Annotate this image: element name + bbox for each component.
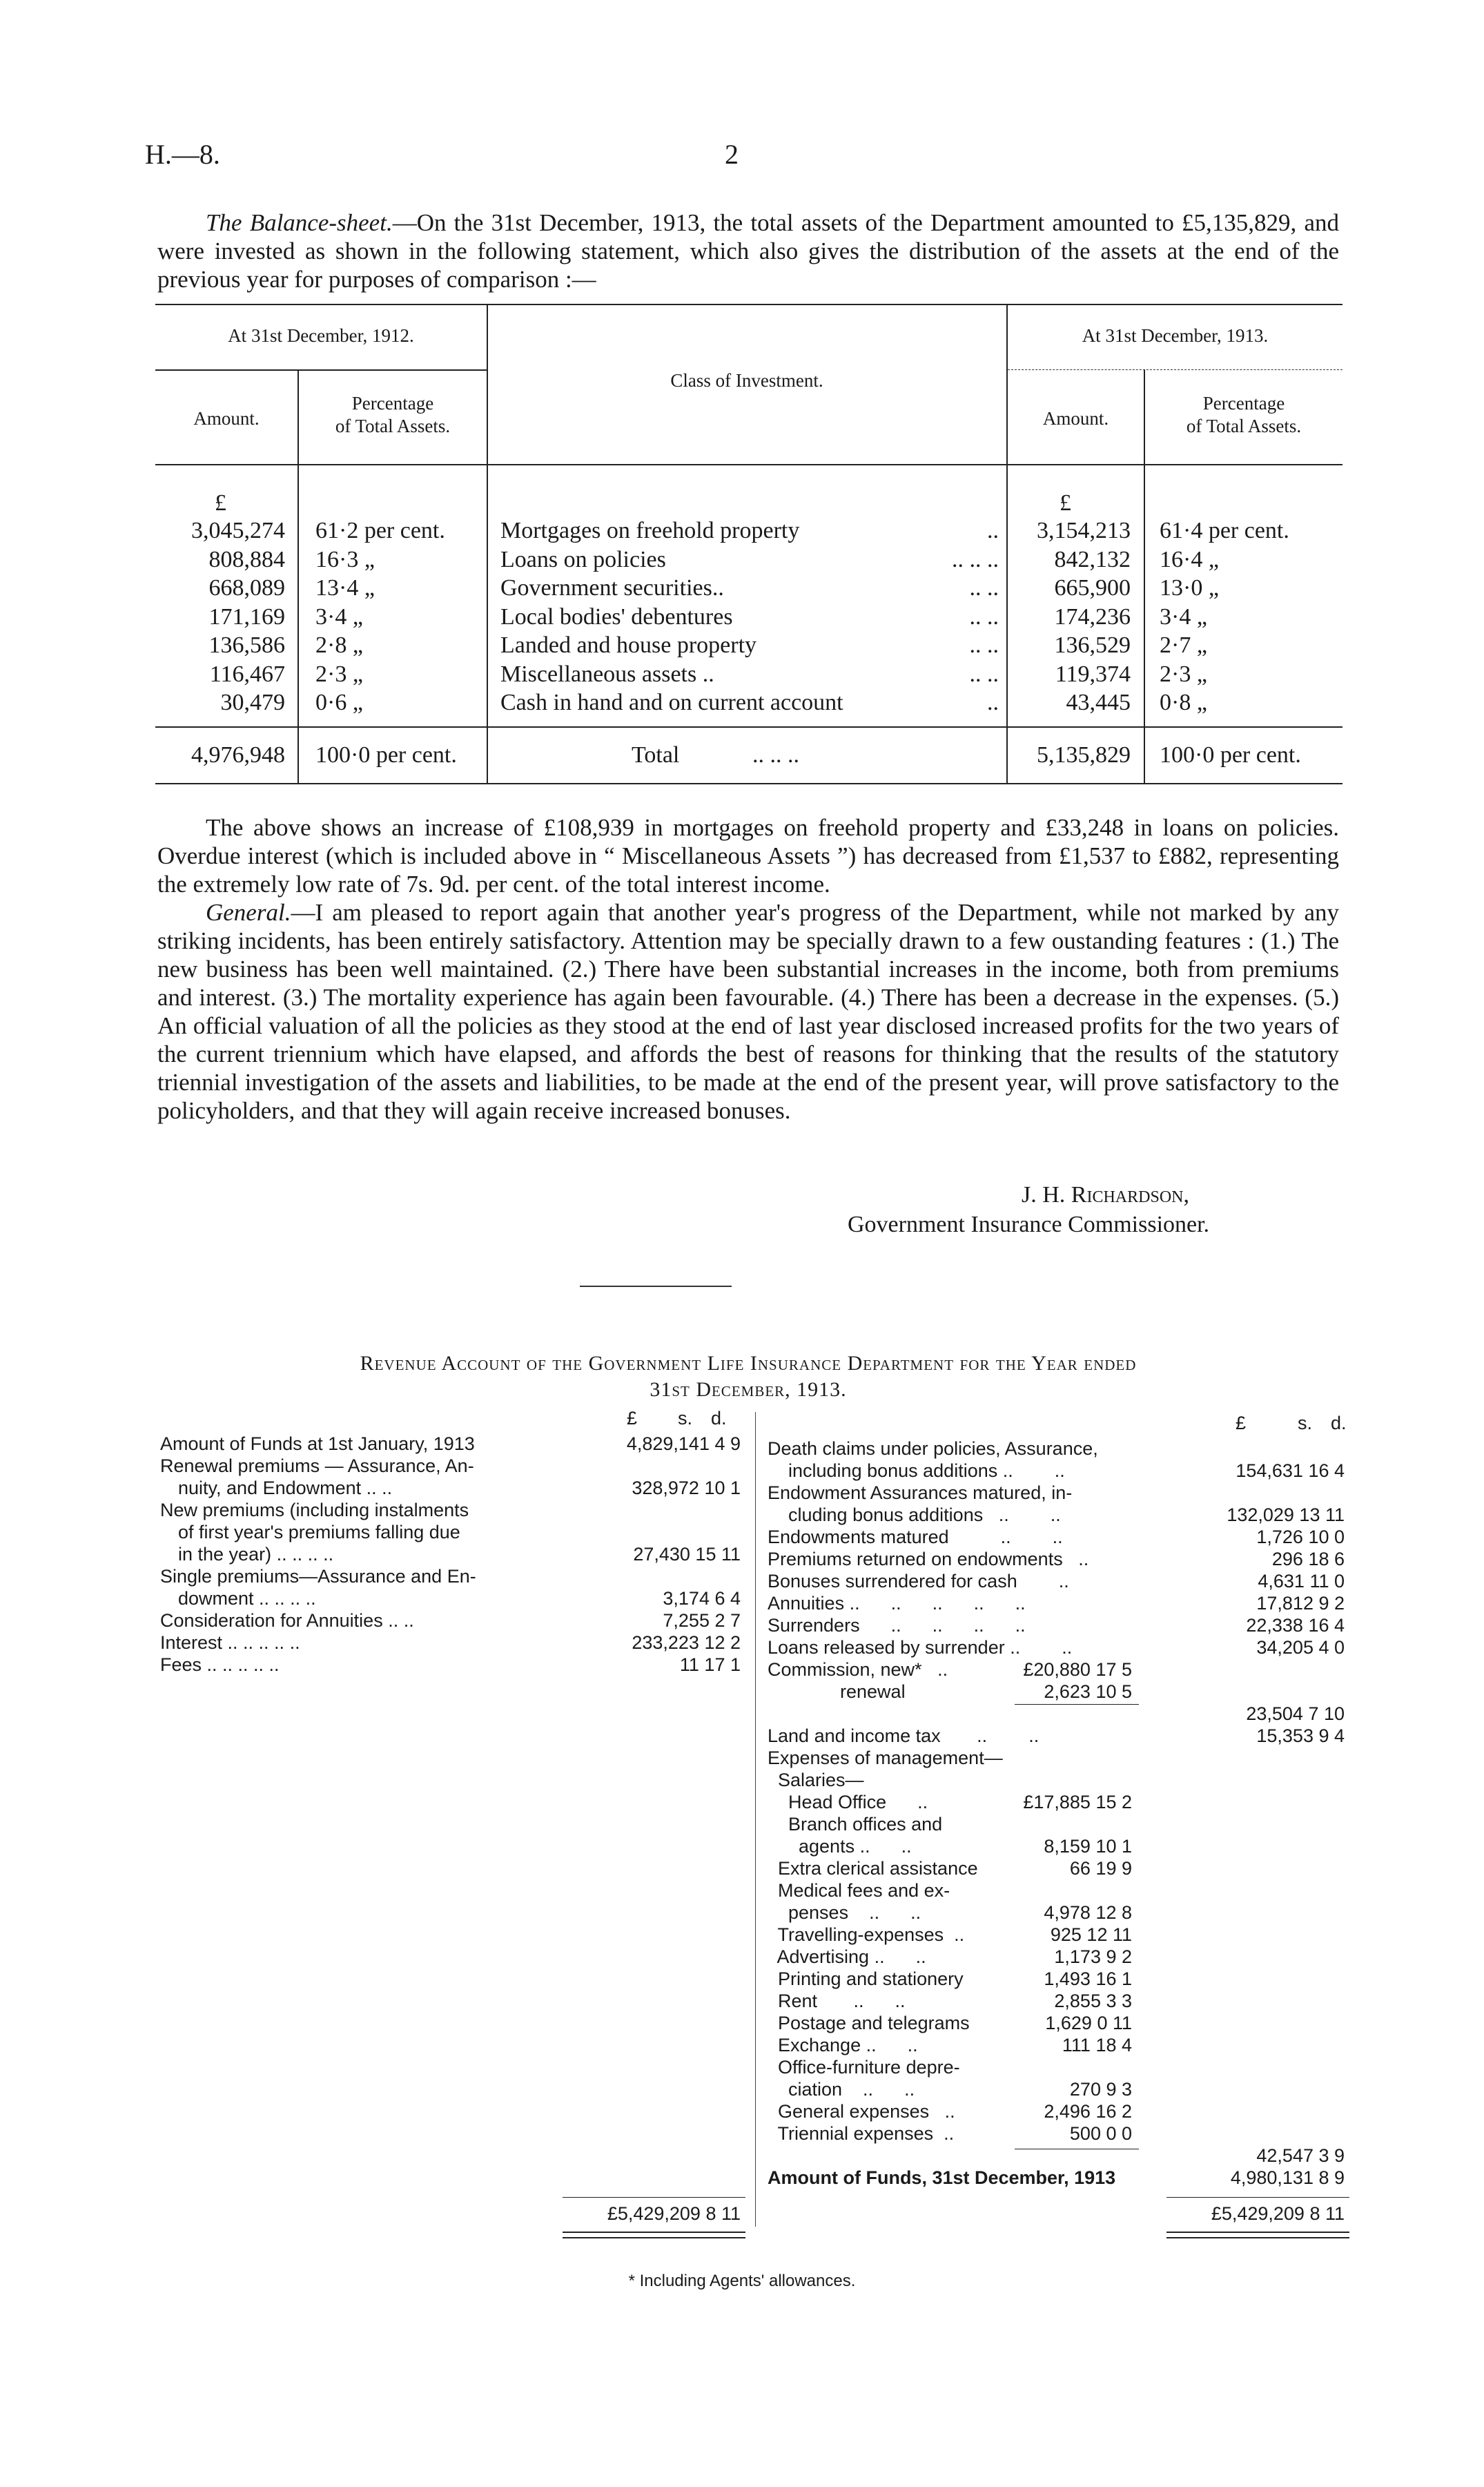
expenditure-amount: 154,631 16 4	[1236, 1460, 1345, 1481]
expenditure-label: cluding bonus additions .. ..	[768, 1504, 1061, 1525]
income-label: in the year) .. .. .. ..	[178, 1544, 334, 1565]
leader-dots: ..	[987, 690, 999, 715]
income-label: Consideration for Annuities .. ..	[160, 1610, 414, 1631]
lsd-left-shillings: s.	[678, 1408, 693, 1429]
expenditure-label: Postage and telegrams	[768, 2013, 970, 2033]
expenditure-label: agents .. ..	[768, 1836, 912, 1857]
investment-class: Mortgages on freehold property	[500, 518, 800, 543]
pct-1913: 3·4 „	[1160, 603, 1207, 630]
expenditure-label: Amount of Funds, 31st December, 1913	[768, 2167, 1116, 2188]
expenditure-amount: 296 18 6	[1271, 1549, 1345, 1569]
expenditure-label: Salaries—	[768, 1770, 864, 1790]
pct-1913: 13·0 „	[1160, 575, 1219, 601]
leader-dots: .. ..	[969, 603, 999, 630]
pct-1913: 2·3 „	[1160, 661, 1207, 687]
income-label: New premiums (including instalments	[160, 1500, 469, 1520]
revenue-title-line2: 31st December, 1913.	[650, 1378, 847, 1401]
expenditure-inner-amount: 270 9 3	[1069, 2079, 1132, 2100]
investment-class: Loans on policies	[500, 546, 666, 572]
pct-1912: 61·2 per cent.	[315, 518, 445, 543]
currency-1913: £	[1060, 490, 1071, 516]
table-rule-1913	[1008, 369, 1343, 370]
total-pct-1913: 100·0 per cent.	[1160, 742, 1301, 768]
expenditure-inner-amount: 111 18 4	[1062, 2035, 1132, 2055]
expenditure-label: Head Office ..	[768, 1792, 928, 1812]
amount-1912: 3,045,274	[191, 518, 285, 543]
expenditure-label: Printing and stationery	[768, 1968, 964, 1989]
amount-1912: 116,467	[209, 661, 285, 687]
total-pct-1912: 100·0 per cent.	[315, 742, 457, 768]
signature-title: Government Insurance Commissioner.	[848, 1212, 1210, 1237]
pct-1912: 16·3 „	[315, 546, 375, 572]
expenditure-label: Advertising .. ..	[768, 1946, 926, 1967]
expenditure-amount: 23,504 7 10	[1246, 1703, 1345, 1724]
expenditure-label: including bonus additions .. ..	[768, 1460, 1065, 1481]
total-amount-1913: 5,135,829	[1037, 742, 1131, 768]
pct-1913: 0·8 „	[1160, 690, 1207, 715]
expenditure-label: ciation .. ..	[768, 2079, 915, 2100]
expenditure-label: Travelling-expenses ..	[768, 1924, 965, 1945]
intro-paragraph	[157, 209, 1339, 293]
expenditure-label: Premiums returned on endowments ..	[768, 1549, 1089, 1569]
pct-1912: 2·3 „	[315, 661, 363, 687]
income-amount: 233,223 12 2	[632, 1632, 741, 1653]
header-pct-1912	[299, 392, 487, 438]
total-amount-1912: 4,976,948	[191, 742, 285, 768]
general-title: General.	[206, 899, 291, 926]
lsd-right-shillings: s.	[1298, 1413, 1313, 1433]
left-total-rule-bottom-2	[563, 2237, 745, 2238]
expenditure-amount: 22,338 16 4	[1246, 1615, 1345, 1636]
expenditure-amount: 4,631 11 0	[1258, 1571, 1345, 1591]
expenditure-label: Medical fees and ex-	[768, 1880, 950, 1901]
income-amount: 7,255 2 7	[663, 1610, 741, 1631]
expenditure-label: Surrenders .. .. .. ..	[768, 1615, 1026, 1636]
expenditure-amount: 17,812 9 2	[1256, 1593, 1345, 1614]
expenditure-inner-amount: 2,855 3 3	[1054, 1991, 1132, 2011]
header-pct-1912-line2: of Total Assets.	[335, 416, 451, 436]
pct-1913: 2·7 „	[1160, 632, 1207, 658]
amount-1913: 174,236	[1054, 603, 1131, 630]
amount-1913: 43,445	[1066, 690, 1131, 715]
revenue-title-line1: Revenue Account of the Government Life Insurance Department for the Year ended	[360, 1352, 1137, 1375]
expenditure-inner-amount: 2,496 16 2	[1044, 2101, 1132, 2122]
expenditure-inner-amount: 1,629 0 11	[1045, 2013, 1132, 2033]
expenditure-inner-amount: £20,880 17 5	[1023, 1659, 1132, 1680]
header-amount-1912: Amount.	[193, 408, 260, 429]
amount-1912: 171,169	[208, 603, 285, 630]
general-text: —I am pleased to report again that another year's progress of the Department, while not marked by any striking incidents, has been entirely satisfactory. Attention may be specially drawn to a few oustanding features : (1.) The new business has been well maintained. (2.) There have been substantial increases in the income, both from premiums and interest. (3.) The mortality experience has again been favourable. (4.) There has been a decrease in the expenses. (5.) An official valuation of all the policies as they stood at the end of last year disclosed increased profits for the two years of the current triennium which have elapsed, and affords the best of reasons for thinking that the results of the statutory triennial investigation of the assets and liabilities, to be made at the end of the present year, will prove satisfactory to the policyholders, and that they will again receive increased bonuses.	[157, 899, 1339, 1124]
left-total-rule-bottom-1	[563, 2232, 745, 2233]
section-divider	[580, 1286, 732, 1287]
expenditure-amount: 34,205 4 0	[1256, 1637, 1345, 1658]
pct-1912: 2·8 „	[315, 632, 363, 658]
footnote: * Including Agents' allowances.	[628, 2272, 856, 2290]
intro-title: The Balance-sheet.	[206, 209, 393, 236]
right-total-rule-bottom-1	[1166, 2232, 1349, 2233]
investment-class: Cash in hand and on current account	[500, 690, 843, 715]
commentary	[157, 813, 1339, 1125]
leader-dots: .. .. ..	[952, 546, 999, 572]
amount-1913: 665,900	[1054, 575, 1131, 601]
header-amount-1913: Amount.	[1042, 408, 1109, 429]
investment-class: Local bodies' debentures	[500, 603, 733, 630]
lsd-right-pounds: £	[1236, 1413, 1247, 1433]
amount-1912: 668,089	[208, 575, 285, 601]
income-label: Renewal premiums — Assurance, An-	[160, 1455, 474, 1476]
header-pct-1913	[1145, 392, 1343, 438]
expenditure-inner-amount: 500 0 0	[1069, 2123, 1132, 2144]
expenditure-amount: 1,726 10 0	[1256, 1527, 1345, 1547]
expenditure-inner-amount: 1,173 9 2	[1054, 1946, 1132, 1967]
expenditure-label: Branch offices and	[768, 1814, 943, 1835]
currency-1912: £	[215, 490, 226, 516]
expenditure-label: Land and income tax .. ..	[768, 1725, 1039, 1746]
expenditure-label: Endowments matured .. ..	[768, 1527, 1063, 1547]
amount-1913: 119,374	[1055, 661, 1131, 687]
header-1913: At 31st December, 1913.	[1082, 325, 1269, 346]
lsd-right-pence: d.	[1331, 1413, 1347, 1433]
intro-text: —On the 31st December, 1913, the total assets of the Department amounted to £5,135,829, and were invested as shown in the following statement, which also gives the distribution of the assets at the end of the previous year for purposes of comparison :—	[157, 209, 1340, 293]
expenditure-amount: 132,029 13 11	[1227, 1504, 1345, 1525]
expenditure-label: Triennial expenses ..	[768, 2123, 955, 2144]
amount-1913: 136,529	[1054, 632, 1131, 658]
expenditure-inner-amount: 2,623 10 5	[1044, 1681, 1132, 1702]
investment-table	[155, 304, 1343, 784]
total-label: Total	[632, 742, 680, 768]
lsd-left-pounds: £	[627, 1408, 638, 1429]
investment-class: Landed and house property	[500, 632, 757, 658]
document-reference: H.—8.	[145, 139, 220, 170]
income-label: Interest .. .. .. .. ..	[160, 1632, 300, 1653]
pct-1913: 16·4 „	[1160, 546, 1219, 572]
header-1912: At 31st December, 1912.	[228, 325, 414, 346]
revenue-column-separator	[755, 1412, 756, 2227]
expenditure-label: renewal	[768, 1681, 906, 1702]
income-amount: 27,430 15 11	[633, 1544, 741, 1565]
revenue-right-total: £5,429,209 8 11	[1211, 2203, 1345, 2224]
income-label: Single premiums—Assurance and En-	[160, 1566, 476, 1587]
header-pct-1912-line1: Percentage	[351, 393, 434, 414]
expenditure-label: Loans released by surrender .. ..	[768, 1637, 1073, 1658]
expenditure-label: Endowment Assurances matured, in-	[768, 1482, 1073, 1503]
income-amount: 11 17 1	[679, 1654, 741, 1675]
income-amount: 328,972 10 1	[632, 1478, 741, 1498]
expenditure-label: Commission, new* ..	[768, 1659, 948, 1680]
table-rule-total	[155, 726, 1343, 728]
table-rule-bottom	[155, 783, 1343, 784]
leader-dots: .. ..	[969, 575, 999, 601]
table-rule-header	[155, 464, 1343, 465]
investment-class: Miscellaneous assets ..	[500, 661, 714, 687]
expenditure-inner-amount: 1,493 16 1	[1044, 1968, 1132, 1989]
amount-1912: 30,479	[220, 690, 285, 715]
signature-name: J. H. Richardson,	[1022, 1182, 1189, 1208]
expenditure-label: penses .. ..	[768, 1902, 921, 1923]
page-number: 2	[725, 139, 739, 170]
total-dots: .. .. ..	[752, 742, 799, 768]
pct-1912: 13·4 „	[315, 575, 375, 601]
commentary-p1: The above shows an increase of £108,939 in mortgages on freehold property and £33,248 in loans on policies. Overdue interest (which is included above in “ Miscellaneous Assets ”) has decreased from £1,537 to £882, representing the extremely low rate of 7s. 9d. per cent. of the total interest income.	[157, 814, 1339, 898]
expenditure-inner-amount: 8,159 10 1	[1044, 1836, 1132, 1857]
commission-subtotal-rule	[1015, 1704, 1139, 1705]
income-label: Fees .. .. .. .. ..	[160, 1654, 280, 1675]
pct-1912: 0·6 „	[315, 690, 363, 715]
right-total-rule-bottom-2	[1166, 2237, 1349, 2238]
expenditure-amount: 4,980,131 8 9	[1230, 2167, 1345, 2188]
expenditure-label: Bonuses surrendered for cash ..	[768, 1571, 1069, 1591]
expenditure-inner-amount: £17,885 15 2	[1023, 1792, 1132, 1812]
expenditure-label: General expenses ..	[768, 2101, 955, 2122]
pct-1913: 61·4 per cent.	[1160, 518, 1289, 543]
expenditure-label: Annuities .. .. .. .. ..	[768, 1593, 1026, 1614]
income-amount: 4,829,141 4 9	[626, 1433, 741, 1454]
income-label: nuity, and Endowment .. ..	[178, 1478, 393, 1498]
header-pct-1913-line1: Percentage	[1202, 393, 1285, 414]
revenue-left-total: £5,429,209 8 11	[607, 2203, 741, 2224]
expenditure-amount: 42,547 3 9	[1256, 2145, 1345, 2166]
expenditure-amount: 15,353 9 4	[1256, 1725, 1345, 1746]
amount-1913: 842,132	[1054, 546, 1131, 572]
lsd-left-pence: d.	[711, 1408, 727, 1429]
leader-dots: ..	[987, 518, 999, 543]
expenditure-label: Rent .. ..	[768, 1991, 906, 2011]
table-rule-1912	[155, 369, 487, 371]
amount-1913: 3,154,213	[1037, 518, 1131, 543]
expenditure-label: Office-furniture depre-	[768, 2057, 960, 2078]
pct-1912: 3·4 „	[315, 603, 363, 630]
expenditure-inner-amount: 4,978 12 8	[1044, 1902, 1132, 1923]
income-label: of first year's premiums falling due	[178, 1522, 460, 1542]
income-amount: 3,174 6 4	[663, 1588, 741, 1609]
amount-1912: 136,586	[208, 632, 285, 658]
expenditure-label: Extra clerical assistance	[768, 1858, 978, 1879]
commentary-p2	[157, 898, 1339, 1125]
header-pct-1913-line2: of Total Assets.	[1186, 416, 1302, 436]
table-rule-top	[155, 304, 1343, 305]
leader-dots: .. ..	[969, 661, 999, 687]
right-total-rule-top	[1166, 2197, 1349, 2198]
expenditure-label: Expenses of management—	[768, 1748, 1003, 1768]
expenditure-label: Exchange .. ..	[768, 2035, 918, 2055]
expenditure-inner-amount: 925 12 11	[1050, 1924, 1132, 1945]
amount-1912: 808,884	[208, 546, 285, 572]
leader-dots: .. ..	[969, 632, 999, 658]
expenditure-label: Death claims under policies, Assurance,	[768, 1438, 1098, 1459]
income-label: Amount of Funds at 1st January, 1913	[160, 1433, 475, 1454]
income-label: dowment .. .. .. ..	[178, 1588, 316, 1609]
expenditure-inner-amount: 66 19 9	[1069, 1858, 1132, 1879]
header-class: Class of Investment.	[670, 370, 823, 391]
investment-class: Government securities..	[500, 575, 724, 601]
left-total-rule-top	[563, 2197, 745, 2198]
